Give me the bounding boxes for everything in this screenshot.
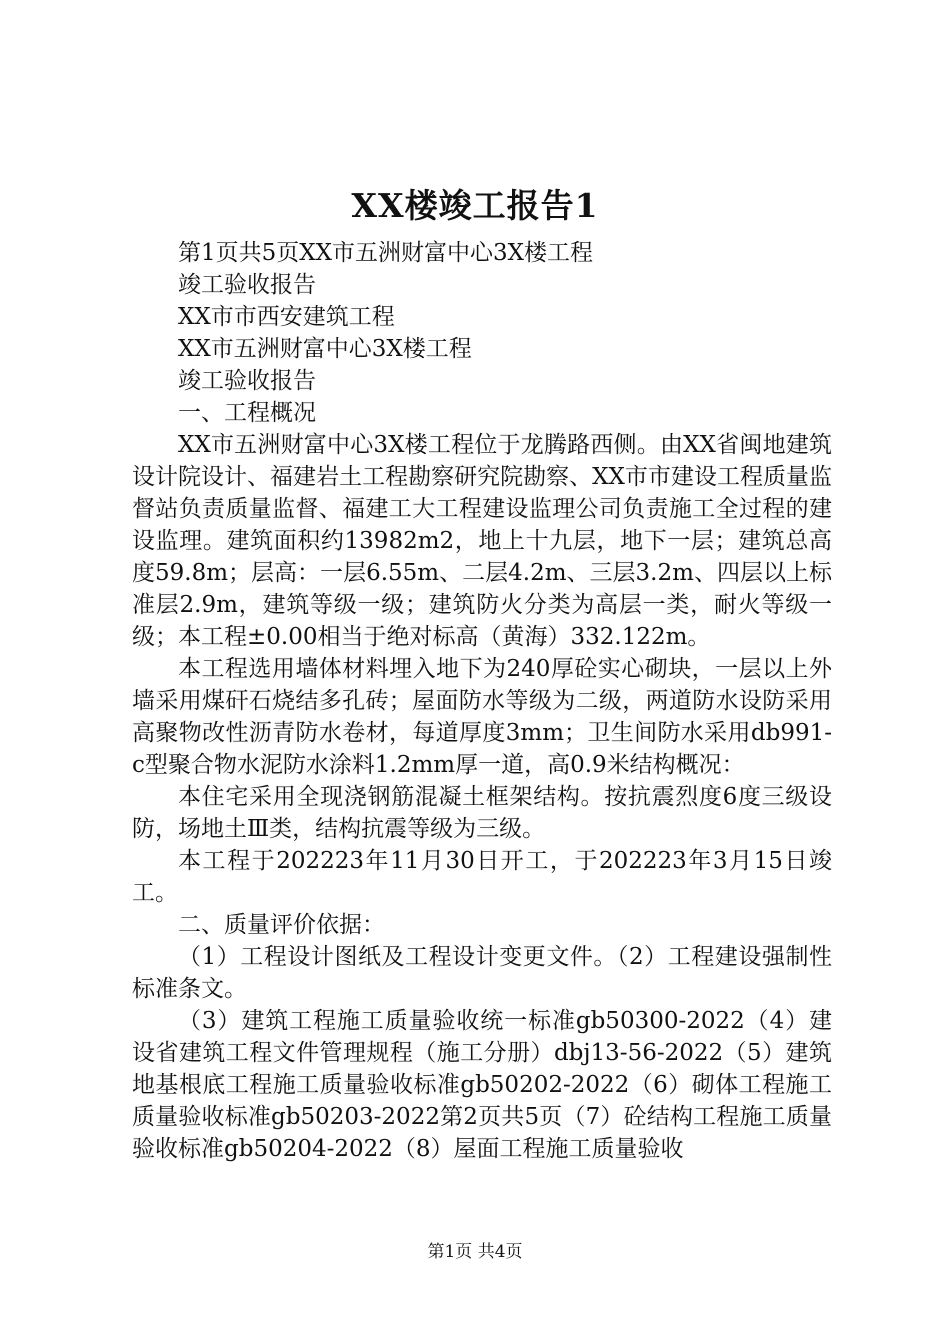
section-heading-basis: 二、质量评价依据： xyxy=(178,912,385,938)
paragraph-basis-1: （1）工程设计图纸及工程设计变更文件。（2）工程建设强制性标准条文。 xyxy=(132,944,832,1002)
paragraph-basis-2: （3）建筑工程施工质量验收统一标准gb50300-2022（4）建设省建筑工程文件管理规程（施工分册）dbj13-56-2022（5）建筑地基根底工程施工质量验收标准gb50202-2022（6）砌体工程施工质量验收标准gb50203-2022第2页共5页（7）砼结构工程施工质量验收标准gb50204-2022（8）屋面工程施工质量验收 xyxy=(132,1008,832,1162)
document-title: XX楼竣工报告1 xyxy=(351,186,599,225)
paragraph-report-title: 竣工验收报告 xyxy=(178,272,316,298)
paragraph-header-line: 第1页共5页XX市五洲财富中心3X楼工程 xyxy=(178,240,594,266)
document-body xyxy=(132,237,832,1165)
paragraph-report-subtitle: 竣工验收报告 xyxy=(178,368,316,394)
paragraph-company: XX市市西安建筑工程 xyxy=(178,304,395,330)
paragraph-project-name: XX市五洲财富中心3X楼工程 xyxy=(178,336,472,362)
section-heading-overview: 一、工程概况 xyxy=(178,400,316,426)
paragraph-materials: 本工程选用墙体材料埋入地下为240厚砼实心砌块，一层以上外墙采用煤矸石烧结多孔砖；屋面防水等级为二级，两道防水设防采用高聚物改性沥青防水卷材，每道厚度3mm；卫生间防水采用db991-c型聚合物水泥防水涂料1.2mm厚一道，高0.9米结构概况： xyxy=(132,656,832,778)
paragraph-structure: 本住宅采用全现浇钢筋混凝土框架结构。按抗震烈度6度三级设防，场地土Ⅲ类，结构抗震等级为三级。 xyxy=(132,784,832,842)
paragraph-overview: XX市五洲财富中心3X楼工程位于龙腾路西侧。由XX省闽地建筑设计院设计、福建岩土工程勘察研究院勘察、XX市市建设工程质量监督站负责质量监督、福建工大工程建设监理公司负责施工全过程的建设监理。建筑面积约13982m2，地上十九层，地下一层；建筑总高度59.8m；层高：一层6.55m、二层4.2m、三层3.2m、四层以上标准层2.9m，建筑等级一级；建筑防火分类为高层一类，耐火等级一级；本工程±0.00相当于绝对标高（黄海）332.122m。 xyxy=(132,432,832,650)
paragraph-schedule: 本工程于202223年11月30日开工，于202223年3月15日竣工。 xyxy=(132,848,832,906)
page-footer: 第1页 共4页 xyxy=(427,1242,523,1262)
